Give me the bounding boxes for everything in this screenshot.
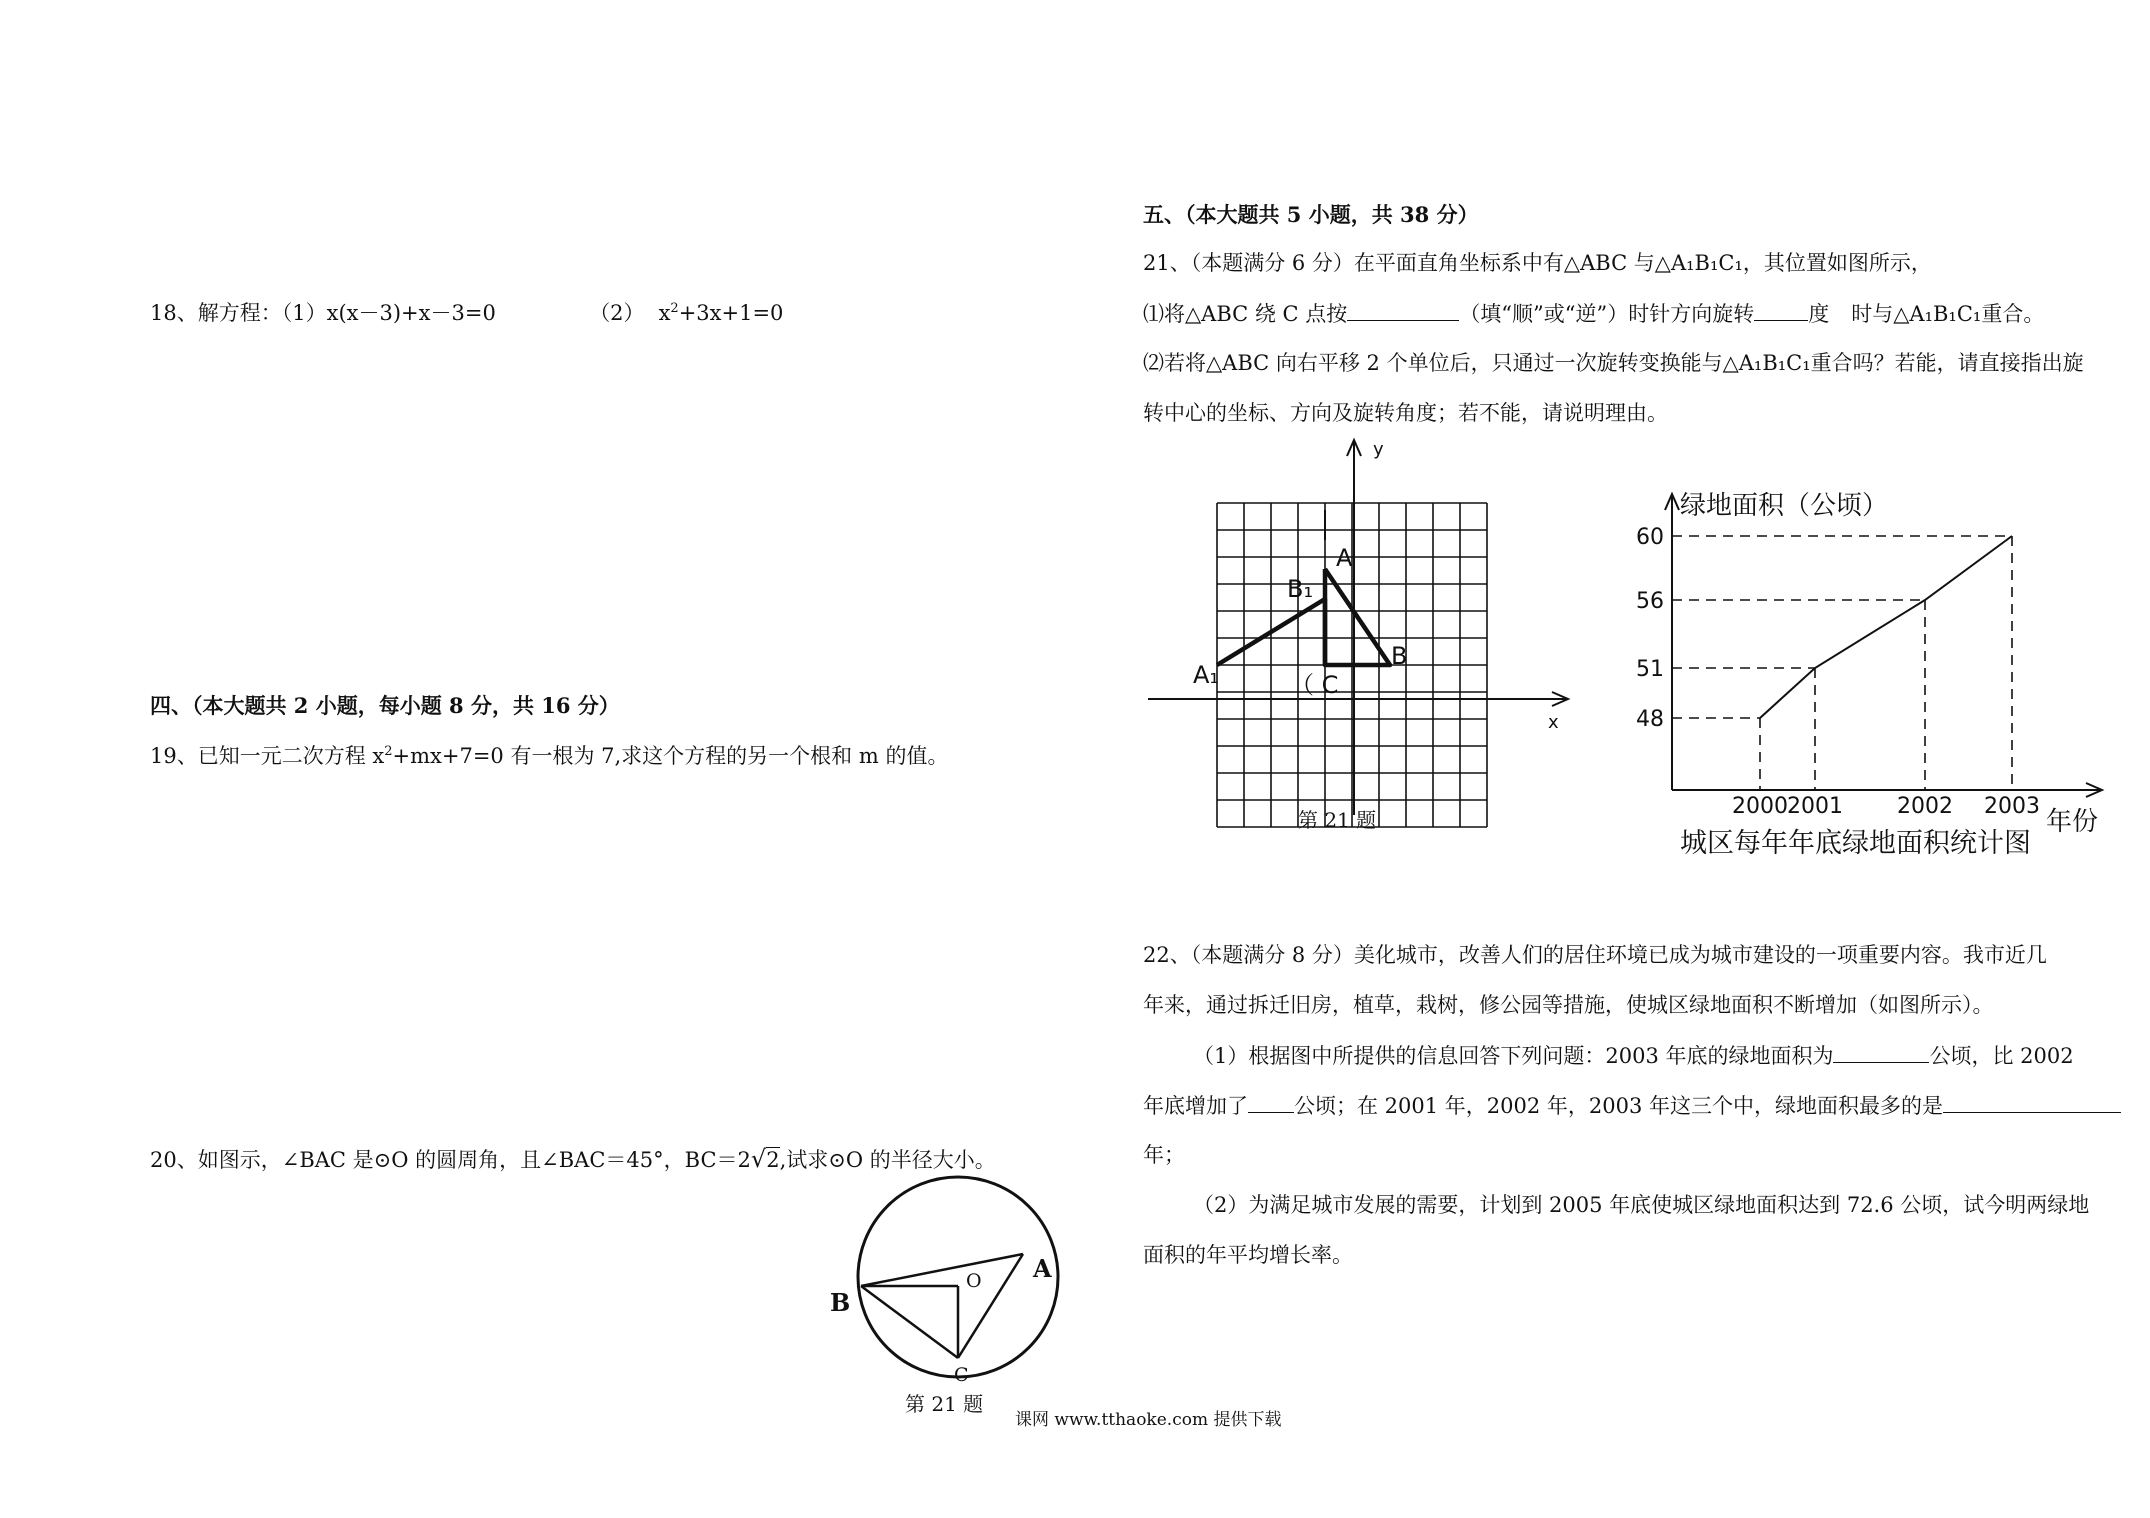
question-22-part1-line3: 年； (1143, 1143, 1185, 1167)
section-4-heading: 四、（本大题共 2 小题，每小题 8 分，共 16 分） (150, 693, 620, 718)
question-21-line1: 21、（本题满分 6 分）在平面直角坐标系中有△ABC 与△A₁B₁C₁，其位置如图所示， (1143, 251, 1932, 275)
circle-label-a: A (1033, 1254, 1052, 1283)
chart-y-tick-label: 48 (1636, 707, 1664, 732)
question-19: 19、已知一元二次方程 $x^2+mx+7=0$ 有一根为 7,求这个方程的另一个根和 m 的值。 (150, 744, 949, 768)
chart-title: 城区每年年底绿地面积统计图 (1680, 828, 2031, 859)
chart-x-tick-label: 2002 (1897, 794, 1953, 819)
question-22-part2-line1: （2）为满足城市发展的需要，计划到 2005 年底使城区绿地面积达到 72.6 公顷，试今明两绿地 (1193, 1193, 2090, 1217)
question-22-part2-line2: 面积的年平均增长率。 (1143, 1243, 1353, 1267)
question-22-line1: 22、（本题满分 8 分）美化城市，改善人们的居住环境已成为城市建设的一项重要内容。我市近几 (1143, 943, 2047, 967)
chart-x-tick-label: 2001 (1787, 794, 1843, 819)
circle-label-b: B (830, 1288, 851, 1317)
question-22-line2: 年来，通过拆迁旧房，植草，栽树，修公园等措施，使城区绿地面积不断增加（如图所示）。 (1143, 993, 1994, 1017)
circle-label-c: C (954, 1364, 969, 1386)
grid-label-b: B (1391, 642, 1408, 670)
blank-direction[interactable] (1347, 300, 1459, 321)
question-21-part1: ⑴将△ABC 绕 C 点按 （填“顺”或“逆”）时针方向旋转 度 时与△A₁B₁C₁重合。 (1143, 302, 2045, 326)
blank-max-year[interactable] (1943, 1092, 2121, 1113)
chart-x-tick-label: 2000 (1732, 794, 1788, 819)
blank-increase[interactable] (1248, 1092, 1294, 1113)
chart-y-axis-label: 绿地面积（公顷） (1680, 491, 1889, 521)
question-21-part2-line1: ⑵若将△ABC 向右平移 2 个单位后，只通过一次旋转变换能与△A₁B₁C₁重合吗？若能，请直接指出旋 (1143, 351, 2084, 375)
grid-caption: 第 21 题 (1298, 808, 1377, 832)
question-22-part1-line2: 年底增加了 公顷；在 2001 年，2002 年，2003 年这三个中，绿地面积最多的是 (1143, 1092, 2121, 1119)
chart-y-tick-label: 56 (1636, 589, 1664, 614)
blank-area-2003[interactable] (1833, 1042, 1929, 1063)
grid-label-c: （ C (1290, 671, 1339, 699)
circle-label-o: O (966, 1270, 982, 1292)
question-18: 18、解方程：（1）x(x－3)+x－3=0 （2） $x^2+3x+1=0$ (150, 301, 784, 325)
grid-label-y: y (1373, 439, 1384, 460)
chart-series-line (1760, 536, 2012, 718)
question-22-part1-line1: （1）根据图中所提供的信息回答下列问题：2003 年底的绿地面积为 公顷，比 2002 (1193, 1044, 2074, 1068)
chart-x-tick-label: 2003 (1984, 794, 2040, 819)
question-20: 20、如图示，∠BAC 是⊙O 的圆周角，且∠BAC＝45°，BC＝2√2,试求⊙O 的半径大小。 (150, 1145, 996, 1173)
circle-caption: 第 21 题 (905, 1392, 984, 1416)
sqrt-symbol: √ (750, 1145, 767, 1173)
footer-text: 课网 www.tthaoke.com 提供下载 (1015, 1410, 1282, 1430)
chart-x-axis-label: 年份 (2046, 807, 2099, 837)
grid-label-b1: B₁ (1287, 575, 1314, 603)
section-5-heading: 五、（本大题共 5 小题，共 38 分） (1143, 202, 1479, 227)
grid-label-x: x (1548, 712, 1559, 733)
question-21-part2-line2: 转中心的坐标、方向及旋转角度；若不能，请说明理由。 (1143, 401, 1668, 425)
blank-degrees[interactable] (1754, 300, 1808, 321)
grid-label-a1: A₁ (1193, 661, 1220, 689)
chart-y-tick-label: 60 (1636, 525, 1664, 550)
chart-y-tick-label: 51 (1636, 657, 1664, 682)
grid-label-a: A (1336, 544, 1353, 572)
